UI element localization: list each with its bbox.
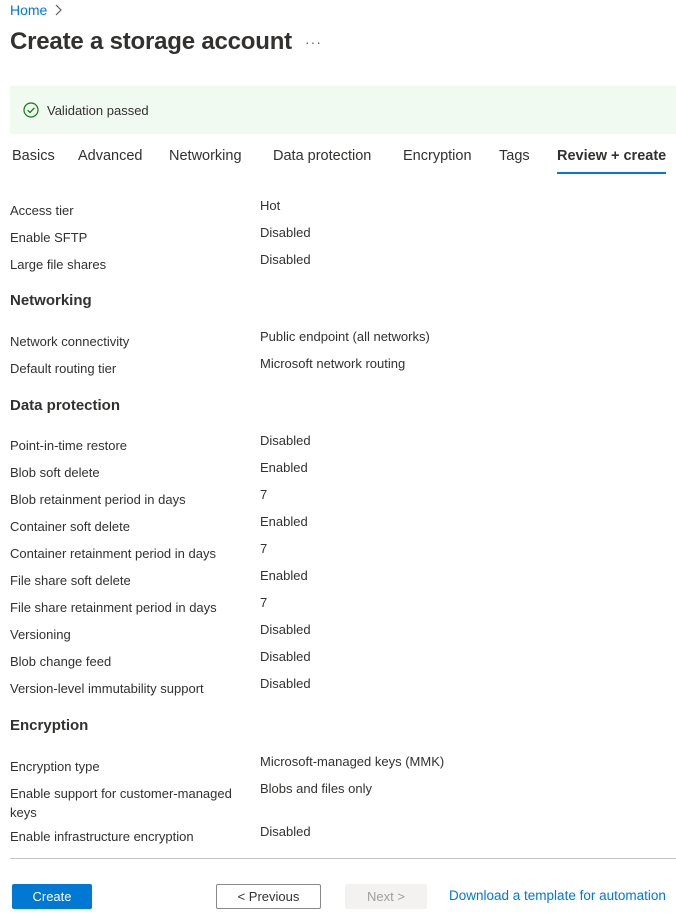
section-heading-encryption: Encryption bbox=[10, 717, 89, 734]
row-label: File share retainment period in days bbox=[10, 600, 217, 615]
breadcrumb-home-link[interactable]: Home bbox=[10, 2, 48, 18]
row-label: Enable SFTP bbox=[10, 230, 88, 245]
row-value: Disabled bbox=[260, 252, 311, 267]
row-label: Blob change feed bbox=[10, 654, 112, 669]
row-label: Large file shares bbox=[10, 257, 107, 272]
validation-banner bbox=[10, 86, 676, 134]
more-options-button[interactable]: ··· bbox=[305, 34, 322, 50]
validation-message: Validation passed bbox=[47, 102, 149, 118]
row-label: Default routing tier bbox=[10, 361, 117, 376]
row-value: Disabled bbox=[260, 824, 311, 839]
next-button: Next > bbox=[345, 884, 427, 909]
tab-tags[interactable]: Tags bbox=[499, 148, 530, 164]
tab-networking[interactable]: Networking bbox=[169, 148, 242, 164]
page-title: Create a storage account bbox=[10, 28, 292, 55]
row-value: 7 bbox=[260, 541, 268, 556]
row-value: Disabled bbox=[260, 622, 311, 637]
row-value: Public endpoint (all networks) bbox=[260, 329, 430, 344]
row-label: File share soft delete bbox=[10, 573, 131, 588]
row-label: Versioning bbox=[10, 627, 71, 642]
row-label: Access tier bbox=[10, 203, 74, 218]
tab-review-create[interactable]: Review + create bbox=[557, 148, 667, 164]
row-label: Enable infrastructure encryption bbox=[10, 829, 194, 844]
wizard-tabs bbox=[12, 148, 676, 176]
row-label: Encryption type bbox=[10, 759, 100, 774]
row-value: Disabled bbox=[260, 649, 311, 664]
row-label: Network connectivity bbox=[10, 334, 130, 349]
tab-basics[interactable]: Basics bbox=[12, 148, 55, 164]
row-value: 7 bbox=[260, 595, 268, 610]
previous-button[interactable]: < Previous bbox=[216, 884, 321, 909]
row-label: Container retainment period in days bbox=[10, 546, 216, 561]
row-value: Disabled bbox=[260, 676, 311, 691]
tab-data-protection[interactable]: Data protection bbox=[273, 148, 372, 164]
section-heading-networking: Networking bbox=[10, 292, 92, 309]
create-button[interactable]: Create bbox=[12, 884, 92, 909]
section-heading-data-protection: Data protection bbox=[10, 397, 121, 414]
row-value: Microsoft-managed keys (MMK) bbox=[260, 754, 445, 769]
download-template-link[interactable]: Download a template for automation bbox=[449, 888, 666, 903]
tab-advanced[interactable]: Advanced bbox=[78, 148, 143, 164]
row-label: Point-in-time restore bbox=[10, 438, 128, 453]
row-label: Container soft delete bbox=[10, 519, 130, 534]
tab-encryption[interactable]: Encryption bbox=[403, 148, 472, 164]
row-value: Enabled bbox=[260, 514, 308, 529]
row-value: 7 bbox=[260, 487, 268, 502]
row-value: Enabled bbox=[260, 568, 308, 583]
footer-divider bbox=[10, 858, 676, 859]
row-value: Disabled bbox=[260, 433, 311, 448]
row-label: Version-level immutability support bbox=[10, 681, 204, 696]
row-label: Blob soft delete bbox=[10, 465, 100, 480]
row-label: Blob retainment period in days bbox=[10, 492, 186, 507]
row-label: Enable support for customer-managed keys bbox=[10, 786, 232, 820]
chevron-right-icon bbox=[53, 4, 63, 16]
row-value: Disabled bbox=[260, 225, 311, 240]
row-value: Microsoft network routing bbox=[260, 356, 406, 371]
check-circle-icon bbox=[23, 102, 39, 118]
row-value: Enabled bbox=[260, 460, 308, 475]
row-value: Hot bbox=[260, 198, 281, 213]
breadcrumb bbox=[10, 2, 63, 18]
row-value: Blobs and files only bbox=[260, 781, 373, 796]
